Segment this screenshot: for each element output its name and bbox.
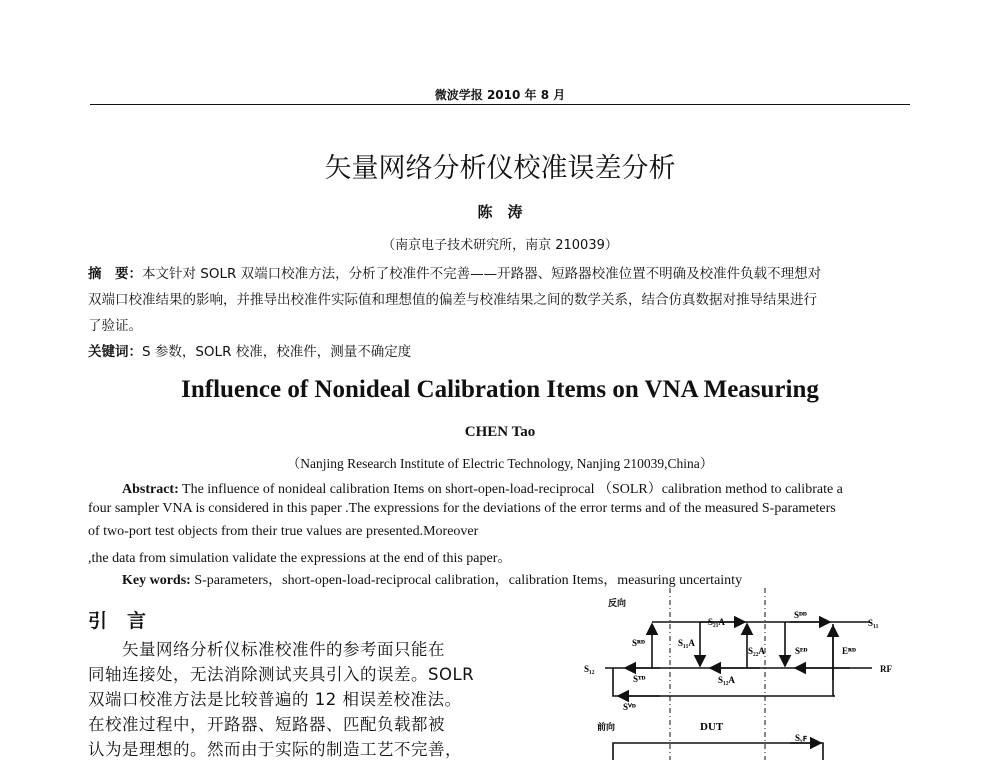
cn-title: 矢量网络分析仪校准误差分析 <box>324 153 676 184</box>
dut-label: DUT <box>700 721 724 733</box>
en-abstract-line: ,the data from simulation validate the expressions at the end of this paper。 <box>88 551 512 566</box>
label-srd: Sᴿᴰ <box>632 638 645 648</box>
cn-abstract-line: 了验证。 <box>88 318 142 334</box>
intro-line: 认为是理想的。然而由于实际的制造工艺不完善， <box>88 740 462 759</box>
en-author: CHEN Tao <box>464 424 536 440</box>
label-svd: Sⱽᴰ <box>623 702 636 712</box>
label-erd: Eᴿᴰ <box>842 646 856 656</box>
intro-line: 双端口校准方法是比较普遍的 12 相误差校准法。 <box>88 690 462 709</box>
journal-header: 微波学报 2010 年 8 月 <box>434 88 566 102</box>
label-s11: S₁₁ <box>868 618 879 628</box>
label-s22a: S₂₂A <box>748 646 765 656</box>
cn-abstract-line: 双端口校准结果的影响，并推导出校准件实际值和理想值的偏差与校准结果之间的数学关系，结合仿真数据对推导结果进行 <box>88 292 817 308</box>
en-keywords: Key words: S-parameters，short-open-load-reciprocal calibration，calibration Items，measuring uncertainty <box>122 573 743 588</box>
reverse-label: 反向 <box>608 598 627 608</box>
label-svf: Sᵥꜰ <box>795 733 808 743</box>
cn-abstract-label: 摘 要： <box>88 266 142 282</box>
cn-keywords-label: 关键词： <box>88 344 142 360</box>
forward-label: 前向 <box>597 722 616 732</box>
label-s12a: S₁₂A <box>718 675 735 685</box>
cn-abstract-line: 摘 要：本文针对 SOLR 双端口校准方法，分析了校准件不完善——开路器、短路器校准位置不明确及校准件负载不理想对 <box>88 266 822 282</box>
en-title: Influence of Nonideal Calibration Items on VNA Measuring <box>181 376 819 403</box>
cn-author: 陈 涛 <box>477 203 523 221</box>
intro-heading: 引 言 <box>88 610 147 632</box>
en-keywords-label: Key words: <box>122 573 191 588</box>
label-s12: S₁₂ <box>584 664 595 674</box>
en-abstract-line: of two-port test objects from their true values are presented.Moreover <box>88 524 479 539</box>
label-std: Sᵀᴰ <box>633 674 646 684</box>
intro-line: 在校准过程中，开路器、短路器、匹配负载都被 <box>88 715 445 734</box>
intro-line: 同轴连接处，无法消除测试夹具引入的误差。SOLR <box>88 665 475 684</box>
label-sed: Sᴱᴰ <box>795 646 808 656</box>
en-abstract-line: Abstract: The influence of nonideal calibration Items on short-open-load-reciprocal （SOLR）calibration method to calibrate a <box>122 482 843 497</box>
rf-label: RF <box>880 664 892 674</box>
en-affiliation: （Nanjing Research Institute of Electric Technology, Nanjing 210039,China） <box>286 456 714 471</box>
intro-line: 矢量网络分析仪标准校准件的参考面只能在 <box>88 640 445 659</box>
label-s11a: S₁₁A <box>678 638 695 648</box>
en-abstract-label: Abstract: <box>122 482 179 497</box>
cn-affiliation: （南京电子技术研究所，南京 210039） <box>382 238 618 253</box>
en-abstract-line: four sampler VNA is considered in this paper .The expressions for the deviations of the error terms and of the measured S-parameters <box>88 501 836 516</box>
cn-keywords: 关键词：S 参数，SOLR 校准，校准件，测量不确定度 <box>88 344 412 360</box>
label-s21a: S₂₁A <box>708 617 725 627</box>
label-sdd: Sᴰᴰ <box>794 610 807 620</box>
